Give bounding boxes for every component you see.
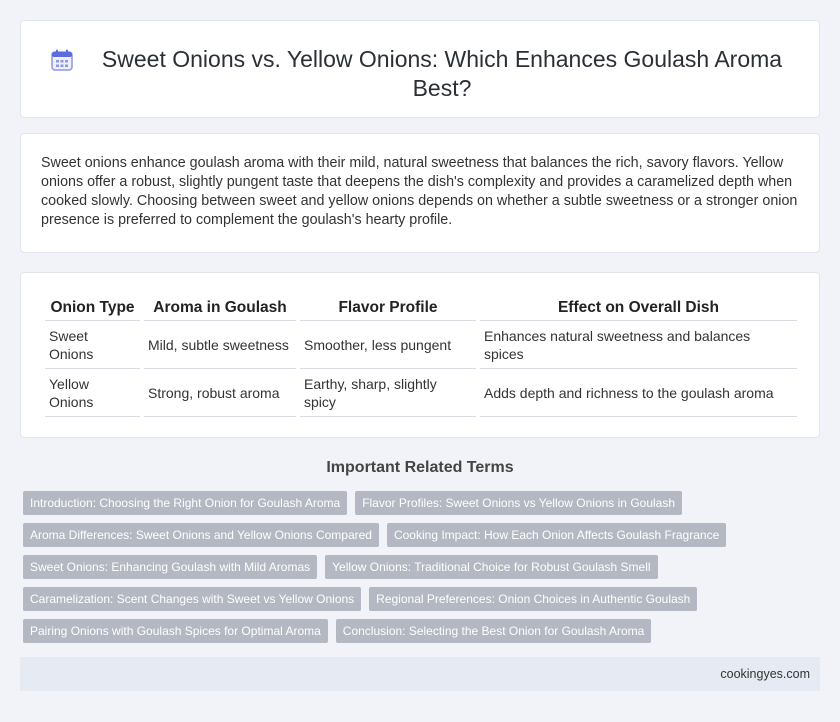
table-cell: Strong, robust aroma: [144, 369, 296, 417]
related-term-tag[interactable]: Regional Preferences: Onion Choices in Authentic Goulash: [369, 587, 697, 611]
site-name[interactable]: cookingyes.com: [720, 667, 810, 681]
title-card: [20, 20, 820, 118]
table-cell: Earthy, sharp, slightly spicy: [300, 369, 476, 417]
table-cell: Yellow Onions: [45, 369, 140, 417]
summary-card: [20, 133, 820, 253]
column-header-aroma: Aroma in Goulash: [144, 295, 296, 321]
related-terms-heading: Important Related Terms: [326, 459, 514, 476]
table-cell: Mild, subtle sweetness: [144, 321, 296, 369]
page-title: Sweet Onions vs. Yellow Onions: Which Enhances Goulash Aroma Best?: [101, 46, 783, 101]
related-term-tag[interactable]: Yellow Onions: Traditional Choice for Robust Goulash Smell: [325, 555, 657, 579]
table-row: [45, 321, 797, 369]
related-terms-list: [23, 491, 823, 651]
table-cell: Enhances natural sweetness and balances spices: [480, 321, 797, 369]
related-term-tag[interactable]: Caramelization: Scent Changes with Sweet vs Yellow Onions: [23, 587, 361, 611]
table-cell: Smoother, less pungent: [300, 321, 476, 369]
column-header-effect: Effect on Overall Dish: [480, 295, 797, 321]
column-header-flavor: Flavor Profile: [300, 295, 476, 321]
summary-text: Sweet onions enhance goulash aroma with their mild, natural sweetness that balances the rich, savory flavors. Yellow onions offer a robust, slightly pungent taste that deepens the dish's complexity and provides a caramelized depth when cooked slowly. Choosing between sweet and yellow onions depends on whether a subtle sweetness or a stronger onion presence is preferred to complement the goulash's hearty profile.: [41, 155, 798, 228]
comparison-card: [20, 272, 820, 438]
related-term-tag[interactable]: Flavor Profiles: Sweet Onions vs Yellow Onions in Goulash: [355, 491, 682, 515]
calendar-icon: [49, 47, 75, 73]
related-term-tag[interactable]: Pairing Onions with Goulash Spices for Optimal Aroma: [23, 619, 328, 643]
related-term-tag[interactable]: Sweet Onions: Enhancing Goulash with Mild Aromas: [23, 555, 317, 579]
related-term-tag[interactable]: Conclusion: Selecting the Best Onion for Goulash Aroma: [336, 619, 652, 643]
title-row: [49, 45, 799, 103]
table-cell: Sweet Onions: [45, 321, 140, 369]
related-term-tag[interactable]: Introduction: Choosing the Right Onion for Goulash Aroma: [23, 491, 347, 515]
table-header-row: [45, 295, 797, 321]
column-header-onion-type: Onion Type: [45, 295, 140, 321]
related-term-tag[interactable]: Cooking Impact: How Each Onion Affects Goulash Fragrance: [387, 523, 726, 547]
table-row: [45, 369, 797, 417]
footer: [20, 657, 820, 691]
table-cell: Adds depth and richness to the goulash aroma: [480, 369, 797, 417]
comparison-table: [41, 295, 801, 417]
related-term-tag[interactable]: Aroma Differences: Sweet Onions and Yellow Onions Compared: [23, 523, 379, 547]
